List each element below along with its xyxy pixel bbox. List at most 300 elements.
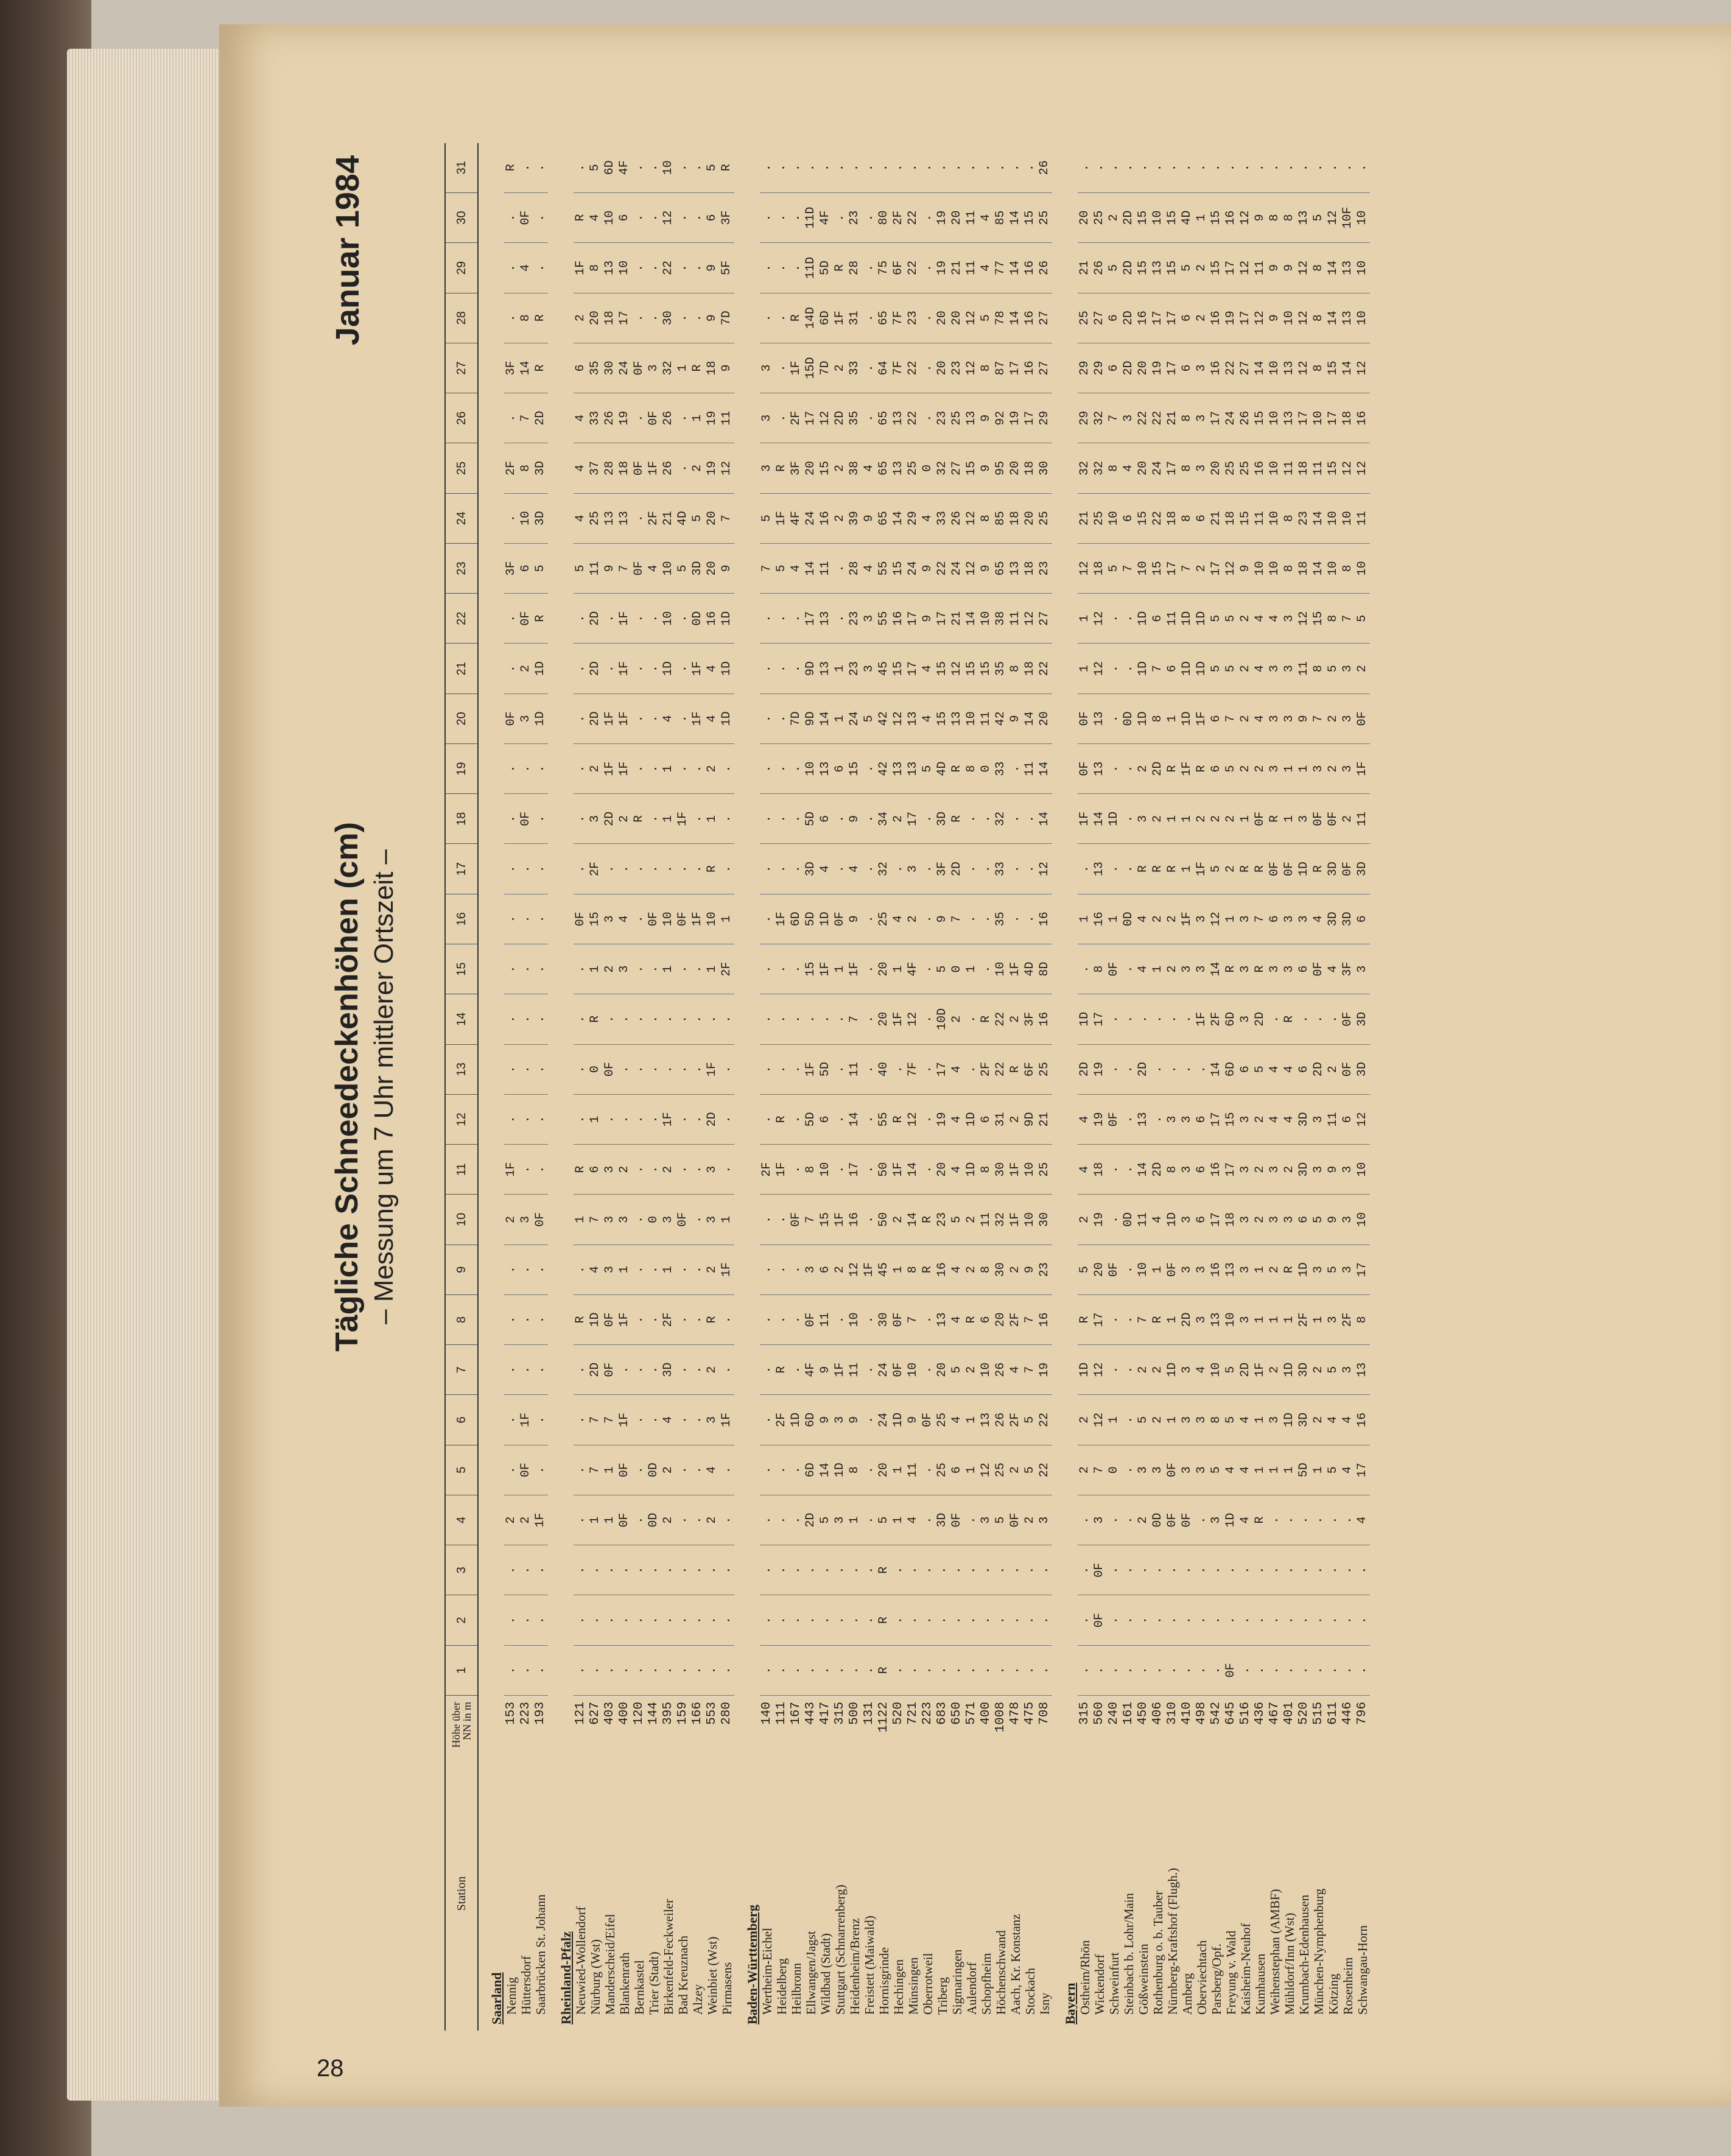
day-value-cell: 20	[994, 1295, 1008, 1345]
day-value-cell: 2	[1238, 644, 1253, 694]
station-height: 111	[774, 1702, 788, 1725]
day-value-cell: 0F	[1008, 1495, 1023, 1545]
day-value-cell: 3D	[1355, 1045, 1370, 1095]
day-value-cell: 13	[1209, 1295, 1224, 1345]
day-value-cell: 22	[1038, 644, 1052, 694]
day-value-cell: 2F	[774, 1395, 789, 1445]
table-row	[617, 143, 632, 2031]
day-value-cell: 20	[877, 994, 891, 1044]
day-value-cell: 3	[647, 343, 661, 393]
day-value-cell: .	[774, 794, 789, 844]
day-column-header: 7	[446, 1345, 477, 1395]
day-value-cell: .	[1165, 994, 1180, 1044]
day-value-cell: .	[760, 994, 774, 1044]
day-value-cell: 6D	[789, 894, 804, 944]
day-value-cell: .	[1253, 1595, 1268, 1645]
day-value-cell: 7F	[906, 1045, 921, 1095]
day-value-cell: 10	[848, 1295, 862, 1345]
day-value-cell: .	[833, 1095, 848, 1145]
day-value-cell: 2	[906, 894, 921, 944]
day-value-cell: 17	[1209, 393, 1224, 443]
day-value-cell: 9	[603, 544, 617, 594]
day-value-cell: .	[1136, 1646, 1151, 1696]
day-value-cell: 12	[1238, 243, 1253, 293]
day-value-cell: R	[789, 293, 804, 343]
day-value-cell: 1F	[676, 794, 690, 844]
day-value-cell: 1D	[833, 1445, 848, 1495]
day-value-cell: 6	[1209, 744, 1224, 794]
day-value-cell: .	[804, 1595, 818, 1645]
day-value-cell: 11	[1282, 443, 1297, 493]
day-value-cell: 3D	[1297, 1345, 1311, 1395]
day-value-cell: 12	[818, 393, 833, 443]
station-name: Rosenheim	[1341, 1957, 1355, 2015]
day-value-cell: 3	[661, 1195, 676, 1245]
day-value-cell: .	[690, 744, 705, 794]
day-value-cell: 0	[979, 744, 994, 794]
day-value-cell: 0D	[1122, 1195, 1136, 1245]
day-value-cell: 13	[964, 393, 979, 443]
table-row	[1078, 143, 1092, 2031]
day-value-cell: 4F	[804, 1345, 818, 1395]
day-value-cell: 18	[705, 343, 720, 393]
day-value-cell: 2	[705, 744, 720, 794]
day-value-cell: 12	[1355, 443, 1370, 493]
day-value-cell: .	[690, 243, 705, 293]
day-value-cell: 26	[603, 393, 617, 443]
day-value-cell: 4	[921, 694, 935, 744]
day-value-cell: 6	[588, 1145, 603, 1195]
day-value-cell: .	[632, 644, 647, 694]
day-value-cell: .	[789, 1345, 804, 1395]
day-value-cell: 45	[877, 1245, 891, 1295]
day-value-cell: 7D	[720, 293, 734, 343]
day-value-cell: 3	[588, 794, 603, 844]
day-value-cell: 6	[818, 1095, 833, 1145]
day-value-cell: .	[1122, 143, 1136, 193]
day-value-cell: .	[1326, 143, 1341, 193]
day-value-cell: 7F	[891, 343, 906, 393]
day-value-cell: 2	[504, 1495, 519, 1545]
day-value-cell: .	[818, 1545, 833, 1595]
day-value-cell: 4	[1122, 443, 1136, 493]
day-value-cell: 1	[1311, 1295, 1326, 1345]
station-name: Aach, Kr. Konstanz	[1008, 1914, 1023, 2015]
day-value-cell: .	[1151, 1045, 1165, 1095]
day-value-cell: 13	[891, 443, 906, 493]
day-value-cell: .	[848, 1595, 862, 1645]
day-value-cell: 25	[1038, 193, 1052, 243]
day-value-cell: .	[1023, 894, 1038, 944]
day-value-cell: .	[617, 994, 632, 1044]
day-value-cell: 3	[1282, 644, 1297, 694]
day-value-cell: .	[632, 1295, 647, 1345]
day-value-cell: 1D	[720, 594, 734, 644]
day-value-cell: .	[1122, 1545, 1136, 1595]
day-value-cell: .	[632, 994, 647, 1044]
day-value-cell: .	[690, 1095, 705, 1145]
day-value-cell: 26	[1038, 143, 1052, 193]
day-value-cell: .	[1107, 744, 1122, 794]
day-value-cell: 3	[1341, 1195, 1355, 1245]
table-row	[1023, 143, 1038, 2031]
day-value-cell: 1	[1165, 1395, 1180, 1445]
day-value-cell: 2D	[705, 1095, 720, 1145]
day-value-cell: .	[690, 844, 705, 894]
day-value-cell: 18	[1092, 1145, 1107, 1195]
day-value-cell: 1	[588, 1095, 603, 1145]
day-value-cell: 1	[1224, 894, 1238, 944]
day-value-cell: 3	[1195, 393, 1209, 443]
day-value-cell: 11D	[804, 243, 818, 293]
day-value-cell: .	[676, 293, 690, 343]
day-value-cell: .	[1282, 143, 1297, 193]
day-value-cell: 13	[603, 243, 617, 293]
station-name: Hechingen	[891, 1959, 906, 2015]
day-value-cell: 3	[1180, 1395, 1195, 1445]
day-value-cell: .	[720, 744, 734, 794]
station-height: 446	[1341, 1702, 1355, 1725]
day-value-cell: .	[647, 1045, 661, 1095]
day-value-cell: .	[617, 1045, 632, 1095]
day-value-cell: .	[1209, 143, 1224, 193]
day-value-cell: 12	[1297, 293, 1311, 343]
day-value-cell: 26	[1092, 243, 1107, 293]
day-value-cell: .	[617, 1095, 632, 1145]
day-value-cell: 3D	[661, 1345, 676, 1395]
day-value-cell: 2D	[1180, 1295, 1195, 1345]
region-block	[559, 143, 734, 2031]
day-value-cell: 2D	[1311, 1045, 1326, 1095]
day-value-cell: 10	[617, 243, 632, 293]
day-value-cell: .	[862, 1095, 877, 1145]
day-value-cell: 1F	[1008, 1145, 1023, 1195]
day-value-cell: 2	[1165, 894, 1180, 944]
day-value-cell: 2	[891, 794, 906, 844]
day-value-cell: 2	[1195, 243, 1209, 293]
day-value-cell: .	[1282, 1495, 1297, 1545]
day-value-cell: 0F	[603, 1045, 617, 1095]
day-value-cell: 17	[906, 644, 921, 694]
day-value-cell: R	[921, 1195, 935, 1245]
day-value-cell: .	[1253, 1646, 1268, 1696]
day-value-cell: 20	[588, 293, 603, 343]
day-value-cell: .	[789, 994, 804, 1044]
day-value-cell: 18	[1341, 393, 1355, 443]
day-value-cell: 4	[705, 1445, 720, 1495]
day-value-cell: 13	[818, 644, 833, 694]
day-value-cell: R	[533, 594, 548, 644]
day-value-cell: 7	[588, 1195, 603, 1245]
day-value-cell: .	[862, 1545, 877, 1595]
day-value-cell: 2	[1268, 1245, 1282, 1295]
station-name: Nennig	[504, 1977, 519, 2015]
day-value-cell: .	[1008, 894, 1023, 944]
day-value-cell: 1F	[603, 744, 617, 794]
day-value-cell: .	[632, 1395, 647, 1445]
day-value-cell: 15	[1209, 193, 1224, 243]
day-value-cell: 10	[1151, 193, 1165, 243]
day-value-cell: 6	[1341, 1095, 1355, 1145]
day-value-cell: 1D	[1297, 1245, 1311, 1295]
day-value-cell: R	[1151, 1295, 1165, 1345]
station-column-header: Station	[454, 1876, 468, 1911]
day-value-cell: 30	[1038, 443, 1052, 493]
day-value-cell: 2	[1341, 794, 1355, 844]
day-value-cell: 3	[603, 1245, 617, 1295]
day-value-cell: .	[1268, 1545, 1282, 1595]
day-value-cell: 5	[705, 143, 720, 193]
day-value-cell: 2	[1326, 694, 1341, 744]
region-block	[1063, 143, 1370, 2031]
day-value-cell: 3F	[935, 844, 950, 894]
day-value-cell: 4	[1253, 694, 1268, 744]
day-value-cell: 5	[1224, 644, 1238, 694]
day-column-header: 22	[446, 594, 477, 644]
day-value-cell: 2	[1224, 844, 1238, 894]
day-value-cell: 20	[877, 1445, 891, 1495]
day-value-cell: .	[504, 1595, 519, 1645]
region-name: Rheinland-Pfalz	[558, 1931, 574, 2024]
day-value-cell: R	[1165, 844, 1180, 894]
day-value-cell: .	[964, 794, 979, 844]
day-value-cell: 0D	[690, 594, 705, 644]
day-value-cell: 3D	[1355, 844, 1370, 894]
day-value-cell: .	[804, 143, 818, 193]
day-value-cell: 12	[720, 443, 734, 493]
day-value-cell: 5	[1253, 1045, 1268, 1095]
day-value-cell: .	[1038, 1595, 1052, 1645]
day-value-cell: 4	[1253, 594, 1268, 644]
day-value-cell: .	[519, 1095, 533, 1145]
day-value-cell: 5	[1224, 1345, 1238, 1395]
day-value-cell: .	[833, 844, 848, 894]
day-value-cell: 1F	[1195, 844, 1209, 894]
day-value-cell: 9	[906, 1395, 921, 1445]
day-value-cell: 18	[1008, 494, 1023, 544]
day-value-cell: 3	[1326, 1295, 1341, 1345]
day-value-cell: 1F	[617, 1395, 632, 1445]
day-value-cell: 0F	[1326, 794, 1341, 844]
day-value-cell: .	[647, 1095, 661, 1145]
day-value-cell: R	[774, 1095, 789, 1145]
day-value-cell: .	[862, 944, 877, 994]
day-value-cell: .	[760, 1395, 774, 1445]
day-value-cell: 27	[1238, 343, 1253, 393]
day-value-cell: .	[774, 1445, 789, 1495]
day-value-cell: 2	[1326, 1045, 1341, 1095]
day-value-cell: 1	[705, 794, 720, 844]
day-value-cell: 18	[617, 443, 632, 493]
day-value-cell: R	[632, 794, 647, 844]
day-value-cell: 3	[1136, 1445, 1151, 1495]
day-value-cell: 1F	[804, 1045, 818, 1095]
day-value-cell: 2D	[588, 594, 603, 644]
day-value-cell: 15	[891, 644, 906, 694]
day-value-cell: 6	[705, 193, 720, 243]
day-value-cell: 17	[1224, 1145, 1238, 1195]
day-value-cell: .	[574, 1345, 588, 1395]
station-name: Blankenrath	[617, 1952, 632, 2015]
day-value-cell: 35	[848, 393, 862, 443]
day-value-cell: .	[1122, 1445, 1136, 1495]
day-value-cell: 4	[1151, 1195, 1165, 1245]
day-value-cell: .	[774, 844, 789, 894]
day-value-cell: 14	[804, 544, 818, 594]
day-value-cell: .	[862, 1145, 877, 1195]
day-value-cell: 6	[519, 544, 533, 594]
day-value-cell: .	[774, 1295, 789, 1345]
day-value-cell: .	[647, 1395, 661, 1445]
day-value-cell: .	[760, 1445, 774, 1495]
day-value-cell: .	[1326, 994, 1341, 1044]
day-value-cell: .	[891, 1646, 906, 1696]
day-value-cell: 0F	[1078, 694, 1092, 744]
table-row	[774, 143, 789, 2031]
day-column-header: 20	[446, 694, 477, 744]
day-value-cell: .	[789, 193, 804, 243]
day-value-cell: 25	[1038, 494, 1052, 544]
day-value-cell: 6	[1355, 894, 1370, 944]
day-value-cell: 14	[1209, 1045, 1224, 1095]
day-value-cell: 14	[1326, 293, 1341, 343]
day-value-cell: .	[533, 1595, 548, 1645]
day-value-cell: .	[1224, 1545, 1238, 1595]
day-value-cell: 0F	[1165, 1495, 1180, 1545]
day-value-cell: 25	[935, 1445, 950, 1495]
day-value-cell: 12	[950, 644, 964, 694]
day-value-cell: 12	[1238, 193, 1253, 243]
day-value-cell: .	[921, 944, 935, 994]
day-value-cell: 1D	[1282, 1395, 1297, 1445]
day-value-cell: 18	[1023, 443, 1038, 493]
day-value-cell: 1	[1078, 894, 1092, 944]
day-value-cell: 2F	[588, 844, 603, 894]
day-value-cell: 10	[1253, 544, 1268, 594]
station-name: Münsingen	[906, 1957, 921, 2015]
day-value-cell: 19	[1092, 1095, 1107, 1145]
day-value-cell: 3	[617, 1195, 632, 1245]
day-value-cell: 0F	[1268, 844, 1282, 894]
day-value-cell: .	[862, 393, 877, 443]
day-value-cell: 5	[1311, 193, 1326, 243]
day-value-cell: 9	[979, 393, 994, 443]
day-value-cell: 0F	[1355, 694, 1370, 744]
day-value-cell: 2	[1311, 1395, 1326, 1445]
day-value-cell: 4	[1268, 1045, 1282, 1095]
day-value-cell: 17	[848, 1145, 862, 1195]
day-value-cell: .	[1341, 1595, 1355, 1645]
day-value-cell: 14	[906, 1145, 921, 1195]
day-value-cell: 0F	[1311, 944, 1326, 994]
day-value-cell: .	[1195, 1045, 1209, 1095]
day-value-cell: 14	[1038, 794, 1052, 844]
day-value-cell: .	[504, 1045, 519, 1095]
day-value-cell: 24	[877, 1395, 891, 1445]
station-name: Trier (Stadt)	[647, 1951, 661, 2015]
day-value-cell: .	[676, 594, 690, 644]
day-value-cell: .	[574, 744, 588, 794]
day-value-cell: .	[979, 944, 994, 994]
day-value-cell: .	[760, 1545, 774, 1595]
day-value-cell: .	[519, 744, 533, 794]
station-name: Parsberg/Opf.	[1209, 1944, 1224, 2015]
day-value-cell: 3	[804, 1245, 818, 1295]
day-value-cell: 6	[1180, 293, 1195, 343]
day-value-cell: 8	[804, 1145, 818, 1195]
day-value-cell: .	[833, 1295, 848, 1345]
day-value-cell: 21	[950, 594, 964, 644]
day-value-cell: 11	[1023, 744, 1038, 794]
day-value-cell: 2	[1136, 744, 1151, 794]
day-value-cell: .	[1224, 143, 1238, 193]
day-value-cell: 2D	[1151, 744, 1165, 794]
day-value-cell: .	[921, 1495, 935, 1545]
day-value-cell: .	[921, 293, 935, 343]
day-value-cell: 9	[921, 594, 935, 644]
day-value-cell: .	[632, 1445, 647, 1495]
day-value-cell: .	[690, 293, 705, 343]
day-value-cell: 3	[1311, 1095, 1326, 1145]
day-value-cell: .	[774, 594, 789, 644]
day-value-cell: .	[676, 1345, 690, 1395]
day-value-cell: 4	[1282, 1095, 1297, 1145]
station-height: 406	[1151, 1702, 1165, 1725]
day-value-cell: .	[1195, 1595, 1209, 1645]
day-value-cell: 8	[979, 343, 994, 393]
day-value-cell: .	[1151, 1545, 1165, 1595]
day-value-cell: 1F	[1180, 894, 1195, 944]
day-value-cell: 3	[1297, 794, 1311, 844]
day-value-cell: 3	[1282, 694, 1297, 744]
day-value-cell: 1D	[1224, 1495, 1238, 1545]
day-value-cell: .	[1195, 143, 1209, 193]
day-value-cell: .	[891, 143, 906, 193]
day-value-cell: 0F	[1092, 1545, 1107, 1595]
day-value-cell: 5	[1209, 594, 1224, 644]
day-value-cell: 4	[1238, 1395, 1253, 1445]
day-value-cell: .	[862, 1495, 877, 1545]
day-value-cell: 4	[818, 844, 833, 894]
day-value-cell: 1	[1151, 944, 1165, 994]
day-value-cell: .	[921, 1445, 935, 1495]
day-value-cell: 4	[1341, 1395, 1355, 1445]
day-column-header: 3	[446, 1545, 477, 1595]
day-value-cell: .	[994, 1595, 1008, 1645]
day-value-cell: 1F	[504, 1145, 519, 1195]
station-height: 403	[603, 1702, 617, 1725]
day-value-cell: 3	[1122, 393, 1136, 443]
day-value-cell: 80	[877, 193, 891, 243]
day-value-cell: 3	[862, 594, 877, 644]
day-value-cell: 17	[906, 794, 921, 844]
station-height: 161	[1122, 1702, 1136, 1725]
day-value-cell: .	[632, 193, 647, 243]
day-value-cell: .	[760, 193, 774, 243]
day-value-cell: 11	[1008, 594, 1023, 644]
day-value-cell: 5D	[818, 1045, 833, 1095]
day-value-cell: .	[574, 1445, 588, 1495]
day-value-cell: 8	[1282, 193, 1297, 243]
day-value-cell: 1	[1180, 794, 1195, 844]
table-subtitle: – Messung um 7 Uhr mittlerer Ortszeit –	[369, 849, 399, 1325]
day-value-cell: 20	[1038, 694, 1052, 744]
day-value-cell: 15	[1326, 443, 1341, 493]
day-value-cell: .	[632, 1245, 647, 1295]
day-value-cell: 0F	[891, 1345, 906, 1395]
day-value-cell: 16	[1136, 293, 1151, 343]
day-value-cell: 2	[1355, 644, 1370, 694]
